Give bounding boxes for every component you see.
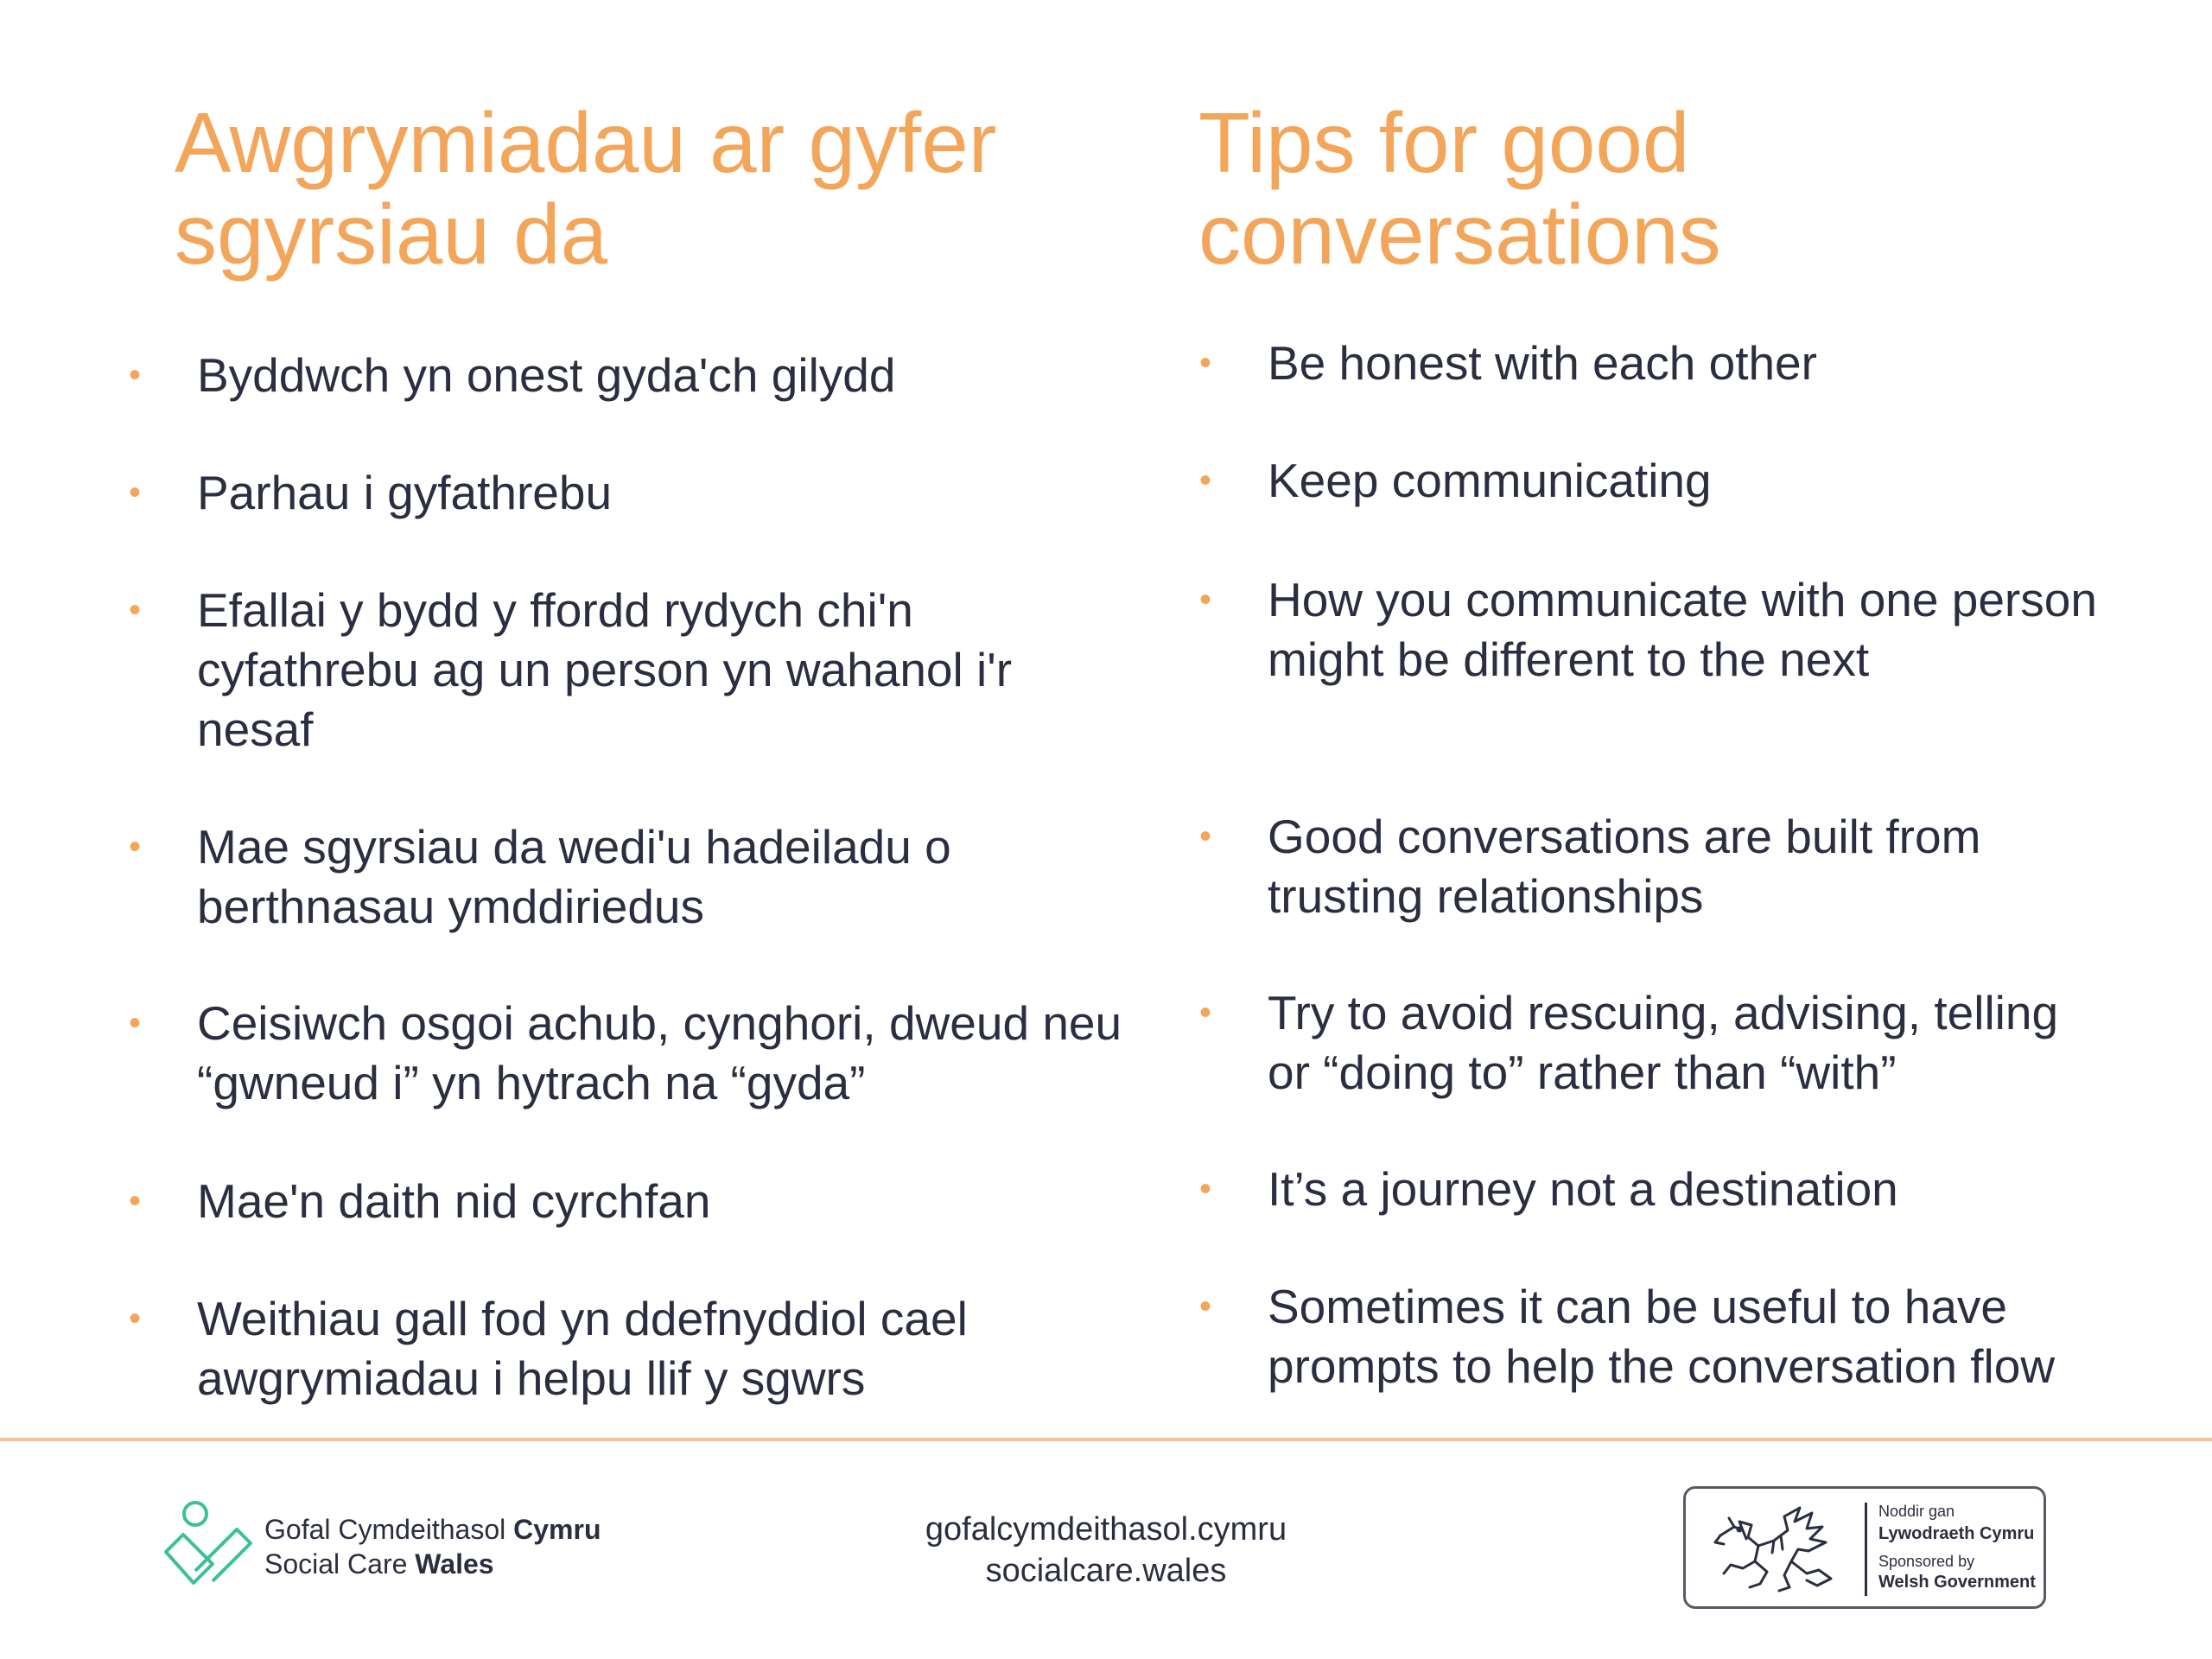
website-link-welsh[interactable]: gofalcymdeithasol.cymru (925, 1511, 1287, 1548)
tip-item (125, 994, 1162, 1113)
website-link-english[interactable]: socialcare.wales (985, 1553, 1227, 1589)
welsh-heading-line2: sgyrsiau da (175, 187, 608, 282)
bullet-icon: • (129, 474, 142, 512)
welsh-heading-line1: Awgrymiadau ar gyfer (175, 95, 997, 190)
tip-item (1196, 1277, 2198, 1396)
english-heading (1198, 97, 1721, 280)
bullet-icon: • (129, 356, 142, 394)
tip-item (1196, 334, 2198, 393)
tip-text-line: nesaf (197, 702, 314, 756)
bullet-icon: • (1199, 994, 1212, 1032)
tip-item (125, 581, 1162, 760)
tip-text-line: Mae sgyrsiau da wedi'u hadeiladu o (197, 820, 951, 874)
tip-text-line: Try to avoid rescuing, advising, telling (1268, 986, 2059, 1039)
bullet-icon: • (129, 1182, 142, 1220)
tip-item (1196, 807, 2198, 926)
logo-text-english: Social Care Wales (264, 1548, 494, 1580)
bullet-icon: • (129, 828, 142, 866)
bullet-icon: • (129, 591, 142, 629)
tip-item (1196, 983, 2198, 1103)
tip-text-line: Parhau i gyfathrebu (197, 466, 613, 519)
tip-text-line: It’s a journey not a destination (1268, 1162, 1898, 1216)
tip-text-line: might be different to the next (1268, 632, 1870, 686)
bullet-icon: • (129, 1300, 142, 1338)
sponsor-divider (1865, 1503, 1867, 1596)
tip-text-line: “gwneud i” yn hytrach na “gyda” (197, 1056, 866, 1109)
footer-divider (0, 1438, 2212, 1441)
english-heading-line1: Tips for good (1198, 95, 1690, 190)
bullet-icon: • (1199, 461, 1212, 499)
bullet-icon: • (1199, 1170, 1212, 1208)
tip-text-line: Be honest with each other (1268, 336, 1817, 390)
tip-item (1196, 451, 2198, 511)
tip-text-line: Byddwch yn onest gyda'ch gilydd (197, 348, 896, 402)
tip-text-line: Good conversations are built from (1268, 810, 1981, 863)
tip-text-line: prompts to help the conversation flow (1268, 1339, 2056, 1393)
tip-text-line: Ceisiwch osgoi achub, cynghori, dweud neu (197, 996, 1122, 1050)
tip-text-line: Weithiau gall fod yn ddefnyddiol cael (197, 1292, 968, 1345)
welsh-dragon-icon (1705, 1501, 1852, 1598)
sponsor-label-english: Sponsored by (1878, 1553, 1975, 1570)
welsh-heading (175, 97, 996, 280)
tip-item (125, 817, 1162, 937)
bullet-icon: • (1199, 581, 1212, 619)
social-care-wales-icon (161, 1497, 256, 1592)
tip-item (1196, 570, 2198, 690)
tip-item (125, 463, 1162, 523)
tip-text-line: trusting relationships (1268, 869, 1704, 923)
sponsor-org-english: Welsh Government (1878, 1573, 2036, 1592)
bullet-icon: • (1199, 344, 1212, 382)
welsh-government-sponsor-badge (1683, 1486, 2046, 1609)
bullet-icon: • (1199, 817, 1212, 855)
tip-text-line: berthnasau ymddiriedus (197, 880, 705, 933)
sponsor-label-welsh: Noddir gan (1878, 1503, 1955, 1520)
bullet-icon: • (129, 1004, 142, 1042)
tip-text-line: cyfathrebu ag un person yn wahanol i'r (197, 643, 1013, 696)
tip-item (125, 1172, 1162, 1231)
english-heading-line2: conversations (1198, 187, 1721, 282)
bullet-icon: • (1199, 1287, 1212, 1325)
logo-text-welsh: Gofal Cymdeithasol Cymru (264, 1514, 601, 1545)
tip-item (125, 1289, 1162, 1408)
sponsor-org-welsh: Lywodraeth Cymru (1878, 1524, 2035, 1543)
tip-text-line: awgrymiadau i helpu llif y sgwrs (197, 1351, 866, 1405)
tip-text-line: or “doing to” rather than “with” (1268, 1046, 1897, 1099)
tip-text-line: How you communicate with one person (1268, 573, 2097, 626)
tip-text-line: Sometimes it can be useful to have (1268, 1280, 2008, 1333)
tip-item (125, 346, 1162, 405)
tip-text-line: Keep communicating (1268, 454, 1712, 507)
social-care-wales-logo (161, 1497, 610, 1600)
tip-text-line: Efallai y bydd y ffordd rydych chi'n (197, 583, 913, 637)
tip-item (1196, 1160, 2198, 1219)
tip-text-line: Mae'n daith nid cyrchfan (197, 1174, 711, 1228)
